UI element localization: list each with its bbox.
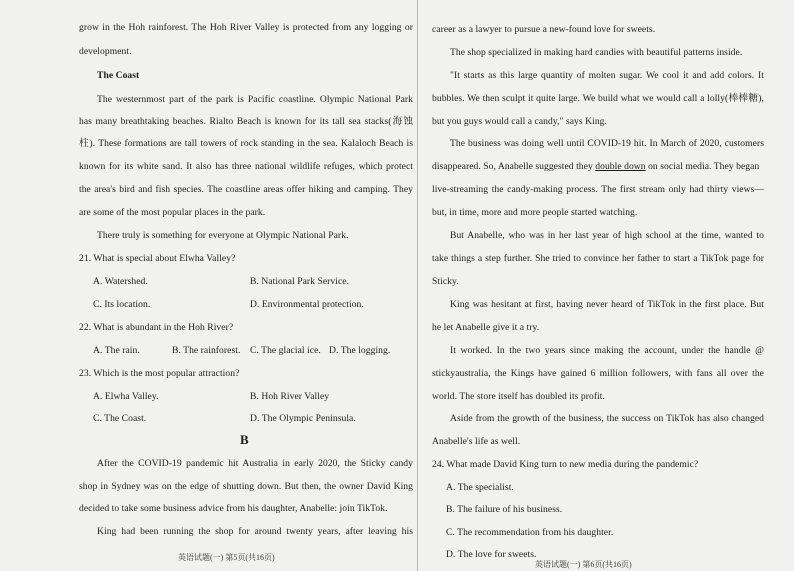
underlined-phrase: double down <box>595 161 646 172</box>
text-line: The shop specialized in making hard candies with beautiful patterns inside. <box>450 47 743 58</box>
q22-option-a: A. The rain. <box>93 345 140 356</box>
text-line: take things a step further. She tried to convince her father to start a TikTok page for <box>432 253 764 264</box>
text-line: stickyaustralia, the Kings have gained 6 million followers, with fans all over the <box>432 368 764 379</box>
question-21-stem: 21. What is special about Elwha Valley? <box>79 253 236 264</box>
text-line: But Anabelle, who was in her last year of high school at the time, wanted to <box>450 230 764 241</box>
text-line: he let Anabelle give it a try. <box>432 322 540 333</box>
text-line: live-streaming the candy-making process. The first stream only had thirty views— <box>432 184 764 195</box>
q23-option-b: B. Hoh River Valley <box>250 391 330 402</box>
text-line: grow in the Hoh rainforest. The Hoh River Valley is protected from any logging or <box>79 22 413 33</box>
text-line: career as a lawyer to pursue a new-found love for sweets. <box>432 24 656 35</box>
q21-option-a: A. Watershed. <box>93 276 148 287</box>
text-line: The westernmost part of the park is Pacific coastline. Olympic National Park <box>97 94 413 105</box>
text-fragment: disappeared. So, Anabelle suggested they <box>432 161 596 172</box>
text-line: After the COVID-19 pandemic hit Australia in early 2020, the Sticky candy <box>97 458 413 469</box>
q24-option-a: A. The specialist. <box>446 482 514 493</box>
question-22-stem: 22. What is abundant in the Hoh River? <box>79 322 234 333</box>
text-line: development. <box>79 46 132 57</box>
text-line: has many breathtaking beaches. Rialto Beach is known for its tall sea stacks(海蚀 <box>79 116 413 127</box>
q23-option-d: D. The Olympic Peninsula. <box>250 413 356 424</box>
section-heading-coast: The Coast <box>97 70 140 81</box>
text-line: but you guys would call a candy," says King. <box>432 116 607 127</box>
q22-option-d: D. The logging. <box>329 345 391 356</box>
text-line <box>432 161 764 173</box>
column-divider <box>417 0 418 571</box>
text-line: 柱). These formations are tall towers of rock standing in the sea. Kalaloch Beach is <box>79 138 413 149</box>
text-line: shop in Sydney was on the edge of shutting down. But then, the owner David King <box>79 481 413 492</box>
text-line: It worked. In the two years since making the account, under the handle @ <box>450 345 764 356</box>
text-line: are some of the most popular places in the park. <box>79 207 266 218</box>
question-24-stem: 24. What made David King turn to new media during the pandemic? <box>432 459 699 470</box>
question-23-stem: 23. Which is the most popular attraction? <box>79 368 240 379</box>
text-line: known for its white sand. It also has three national wildlife refuges, which protect <box>79 161 413 172</box>
text-line: bubbles. We then sculpt it quite large. We build what we would call a lolly(棒棒糖), <box>432 93 764 104</box>
text-line: There truly is something for everyone at Olympic National Park. <box>97 230 349 241</box>
text-line: Anabelle's life as well. <box>432 436 521 447</box>
q21-option-d: D. Environmental protection. <box>250 299 364 310</box>
page-footer-left: 英语试题(一) 第5页(共16页) <box>178 553 275 562</box>
text-line: Sticky. <box>432 276 459 287</box>
text-line: decided to take some business advice from his daughter, Anabelle: join TikTok. <box>79 503 388 514</box>
q22-option-b: B. The rainforest. <box>172 345 241 356</box>
text-line: Aside from the growth of the business, the success on TikTok has also changed <box>450 413 764 424</box>
text-line: King was hesitant at first, having never heard of TikTok in the first place. But <box>450 299 764 310</box>
q23-option-a: A. Elwha Valley. <box>93 391 159 402</box>
q22-option-c: C. The glacial ice. <box>250 345 321 356</box>
page-footer-right: 英语试题(一) 第6页(共16页) <box>535 560 632 569</box>
q24-option-d: D. The love for sweets. <box>446 549 537 560</box>
q21-option-b: B. National Park Service. <box>250 276 350 287</box>
text-line: The business was doing well until COVID-19 hit. In March of 2020, customers <box>450 138 764 149</box>
text-line: but, in time, more and more people started watching. <box>432 207 638 218</box>
q21-option-c: C. Its location. <box>93 299 151 310</box>
text-line: the area's bird and fish species. The coastline areas offer hiking and camping. They <box>79 184 413 195</box>
q24-option-b: B. The failure of his business. <box>446 504 563 515</box>
text-line: King had been running the shop for around twenty years, after leaving his <box>97 526 413 537</box>
text-fragment: on social media. They began <box>645 161 760 172</box>
q23-option-c: C. The Coast. <box>93 413 147 424</box>
section-b-heading: B <box>240 432 249 447</box>
text-line: "It starts as this large quantity of molten sugar. We cool it and add colors. It <box>450 70 764 81</box>
q24-option-c: C. The recommendation from his daughter. <box>446 527 614 538</box>
text-line: world. The store itself has doubled its profit. <box>432 391 605 402</box>
